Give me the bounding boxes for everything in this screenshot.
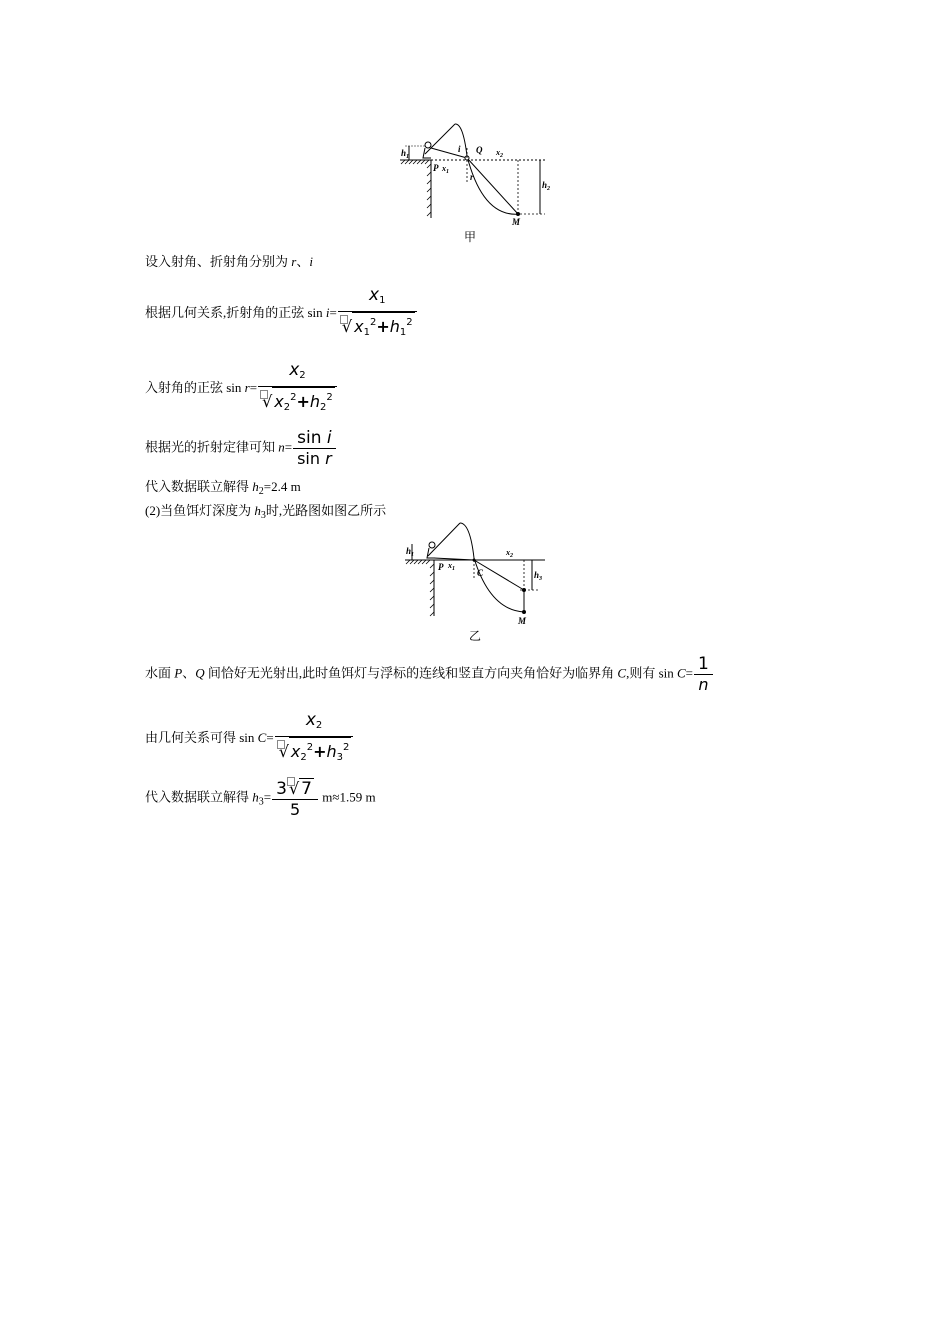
line-7: 水面 P、Q 间恰好无光射出,此时鱼饵灯与浮标的连线和竖直方向夹角恰好为临界角 C,则有 sin C= $\frac{1}{n}$ (145, 654, 714, 695)
line-1: 设入射角、折射角分别为 r、i (145, 254, 313, 269)
fraction-h3: $\frac{3 √ 7}{5}$ (272, 777, 318, 820)
fraction-sin-r: $\frac{x_2}{√ x_2^2+h_2^2}$ (258, 360, 337, 418)
fig2-h1: $h_1$ (406, 546, 415, 558)
fig2-x1: $x_1$ (448, 561, 455, 572)
line-8: 由几何关系可得 sin C= $\frac{x_2}{√ x_2^2+h_3^2}$ (145, 710, 354, 768)
fig1-x2: $x_2$ (496, 148, 503, 159)
line-2: 根据几何关系,折射角的正弦 sin i= $\frac{x_1}{√ x_1^2+h_1^2}$ (145, 285, 418, 343)
fraction-1-over-n: $\frac{1}{n}$ (694, 654, 713, 695)
figure-yi-caption: 乙 (469, 629, 482, 643)
line-4: 根据光的折射定律可知 n= $\frac{\text{sin i}}{\text{sin r}}$ (145, 428, 337, 469)
fraction-sin-i: $\frac{x_1}{√ x_1^2+h_1^2}$ (338, 285, 417, 343)
fraction-n: $\frac{\text{sin i}}{\text{sin r}}$ (293, 428, 336, 469)
fig1-M: M (512, 217, 521, 227)
fig1-h1: $h_1$ (401, 148, 410, 160)
fig2-C: C (477, 568, 484, 578)
fig1-i: i (458, 144, 461, 154)
line-3: 入射角的正弦 sin r= $\frac{x_2}{√ x_2^2+h_2^2}$ (145, 360, 338, 418)
line-6: (2)当鱼饵灯深度为 $h_3$时,光路图如图乙所示 (145, 503, 387, 521)
fig1-x1: $x_1$ (442, 164, 449, 175)
fig1-Q: Q (476, 145, 483, 155)
fraction-sin-c: $\frac{x_2}{√ x_2^2+h_3^2}$ (275, 710, 354, 768)
fig2-x2: $x_2$ (506, 548, 513, 559)
line-5: 代入数据联立解得 $h_2=2.4$ m (145, 479, 301, 497)
fig2-h3: $h_3$ (534, 570, 543, 582)
fig1-P: P (433, 163, 439, 173)
line-9: 代入数据联立解得 $h_3=$ $\frac{3 √ 7}{5}$ m≈1.59 m (145, 779, 376, 819)
fig2-M: M (518, 616, 527, 626)
figure-jia (395, 118, 555, 228)
fig1-h2: $h_2$ (542, 180, 551, 192)
figure-yi (400, 518, 550, 628)
fig1-r: r (470, 172, 474, 182)
figure-jia-caption: 甲 (464, 230, 477, 244)
fig2-P: P (438, 562, 444, 572)
